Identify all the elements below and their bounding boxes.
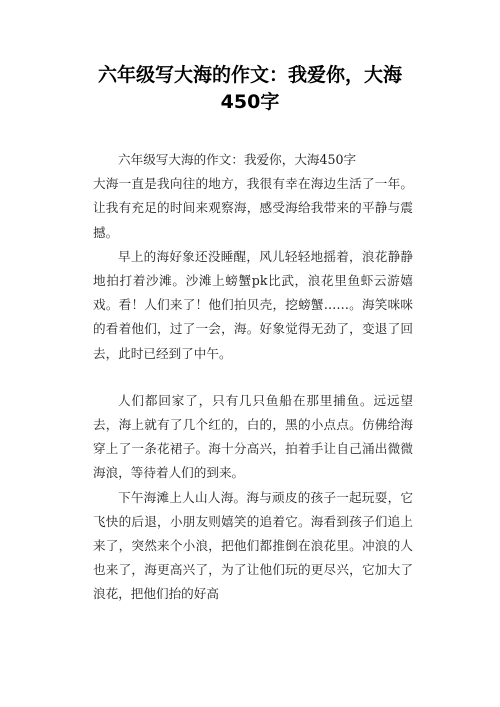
title-line-1: 六年级写大海的作文：我爱你，大海	[97, 64, 402, 86]
paragraph-4: 下午海滩上人山人海。海与顽皮的孩子一起玩耍，它飞快的后退，小朋友则嬉笑的追着它。海看到孩子们追上来了，突然来个小浪，把他们都推倒在浪花里。冲浪的人也来了，海更高兴了，为了让他们玩的更尽兴，它加大了浪花，把他们抬的好高	[93, 489, 413, 602]
paragraph-subtitle: 六年级写大海的作文：我爱你，大海450字	[118, 152, 357, 167]
paragraph-2: 早上的海好象还没睡醒，风儿轻轻地摇着，浪花静静地拍打着沙滩。沙滩上螃蟹pk比武，浪花里鱼虾云游嬉戏。看！人们来了！他们拍贝壳，挖螃蟹……。海笑咪咪的看着他们，过了一会，海。好象觉得无劲了，变退了回去，此时已经到了中午。	[93, 248, 413, 361]
paragraph-1: 大海一直是我向往的地方，我很有幸在海边生活了一年。让我有充足的时间来观察海，感受海给我带来的平静与震撼。	[93, 176, 413, 240]
paragraph-3: 人们都回家了，只有几只鱼船在那里捕鱼。远远望去，海上就有了几个红的，白的，黑的小点点。仿佛给海穿上了一条花裙子。海十分高兴，拍着手让自己涌出微微海浪，等待着人们的到来。	[93, 392, 413, 481]
title-line-2: 450字	[220, 91, 280, 113]
document-body	[93, 148, 413, 607]
document-title	[60, 62, 440, 116]
